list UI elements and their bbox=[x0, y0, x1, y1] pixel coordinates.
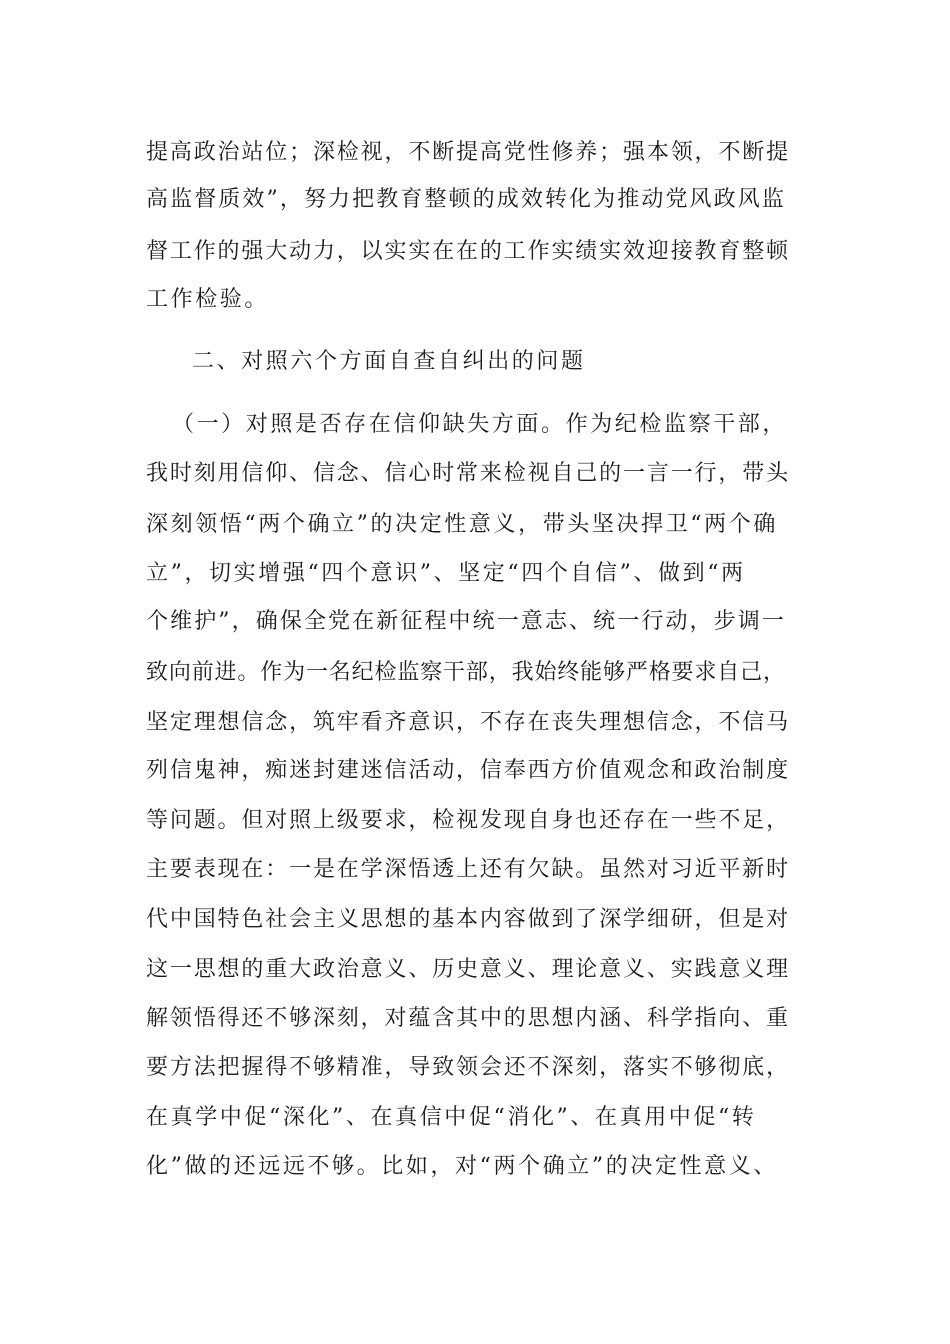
text-line-11: 致向前进。作为一名纪检监察干部，我始终能够严格要求自己， bbox=[146, 660, 786, 685]
text-line-18: 解领悟得还不够深刻，对蕴含其中的思想内涵、科学指向、重 bbox=[146, 1006, 790, 1031]
text-line-12: 坚定理想信念，筑牢看齐意识，不存在丧失理想信念，不信马 bbox=[146, 710, 790, 735]
text-line-3: 督工作的强大动力，以实实在在的工作实绩实效迎接教育整顿 bbox=[146, 239, 790, 264]
text-line-7: 我时刻用信仰、信念、信心时常来检视自己的一言一行，带头 bbox=[146, 461, 790, 486]
section-heading: 二、对照六个方面自查自纠出的问题 bbox=[192, 349, 586, 374]
text-line-16: 代中国特色社会主义思想的基本内容做到了深学细研，但是对 bbox=[146, 907, 790, 932]
text-line-17: 这一思想的重大政治意义、历史意义、理论意义、实践意义理 bbox=[146, 957, 790, 982]
text-line-14: 等问题。但对照上级要求，检视发现自身也还存在一些不足， bbox=[146, 808, 790, 833]
text-line-21: 化”做的还远远不够。比如，对“两个确立”的决定性意义、 bbox=[146, 1154, 778, 1179]
text-line-20: 在真学中促“深化”、在真信中促“消化”、在真用中促“转 bbox=[146, 1105, 757, 1130]
subsection-first-line: （一）对照是否存在信仰缺失方面。作为纪检监察干部， bbox=[172, 412, 788, 437]
text-line-8: 深刻领悟“两个确立”的决定性意义，带头坚决捍卫“两个确 bbox=[146, 512, 778, 537]
text-line-15: 主要表现在：一是在学深悟透上还有欠缺。虽然对习近平新时 bbox=[146, 857, 790, 882]
text-line-4: 工作检验。 bbox=[146, 287, 270, 312]
text-line-19: 要方法把握得不够精准，导致领会还不深刻，落实不够彻底， bbox=[146, 1055, 790, 1080]
text-line-10: 个维护”，确保全党在新征程中统一意志、统一行动，步调一 bbox=[146, 609, 786, 634]
text-line-1: 提高政治站位；深检视，不断提高党性修养；强本领，不断提 bbox=[146, 140, 790, 165]
text-line-13: 列信鬼神，痴迷封建迷信活动，信奉西方价值观念和政治制度 bbox=[146, 758, 790, 783]
text-line-2: 高监督质效”，努力把教育整顿的成效转化为推动党风政风监 bbox=[146, 187, 786, 212]
text-line-9: 立”，切实增强“四个意识”、坚定“四个自信”、做到“两 bbox=[146, 561, 746, 586]
